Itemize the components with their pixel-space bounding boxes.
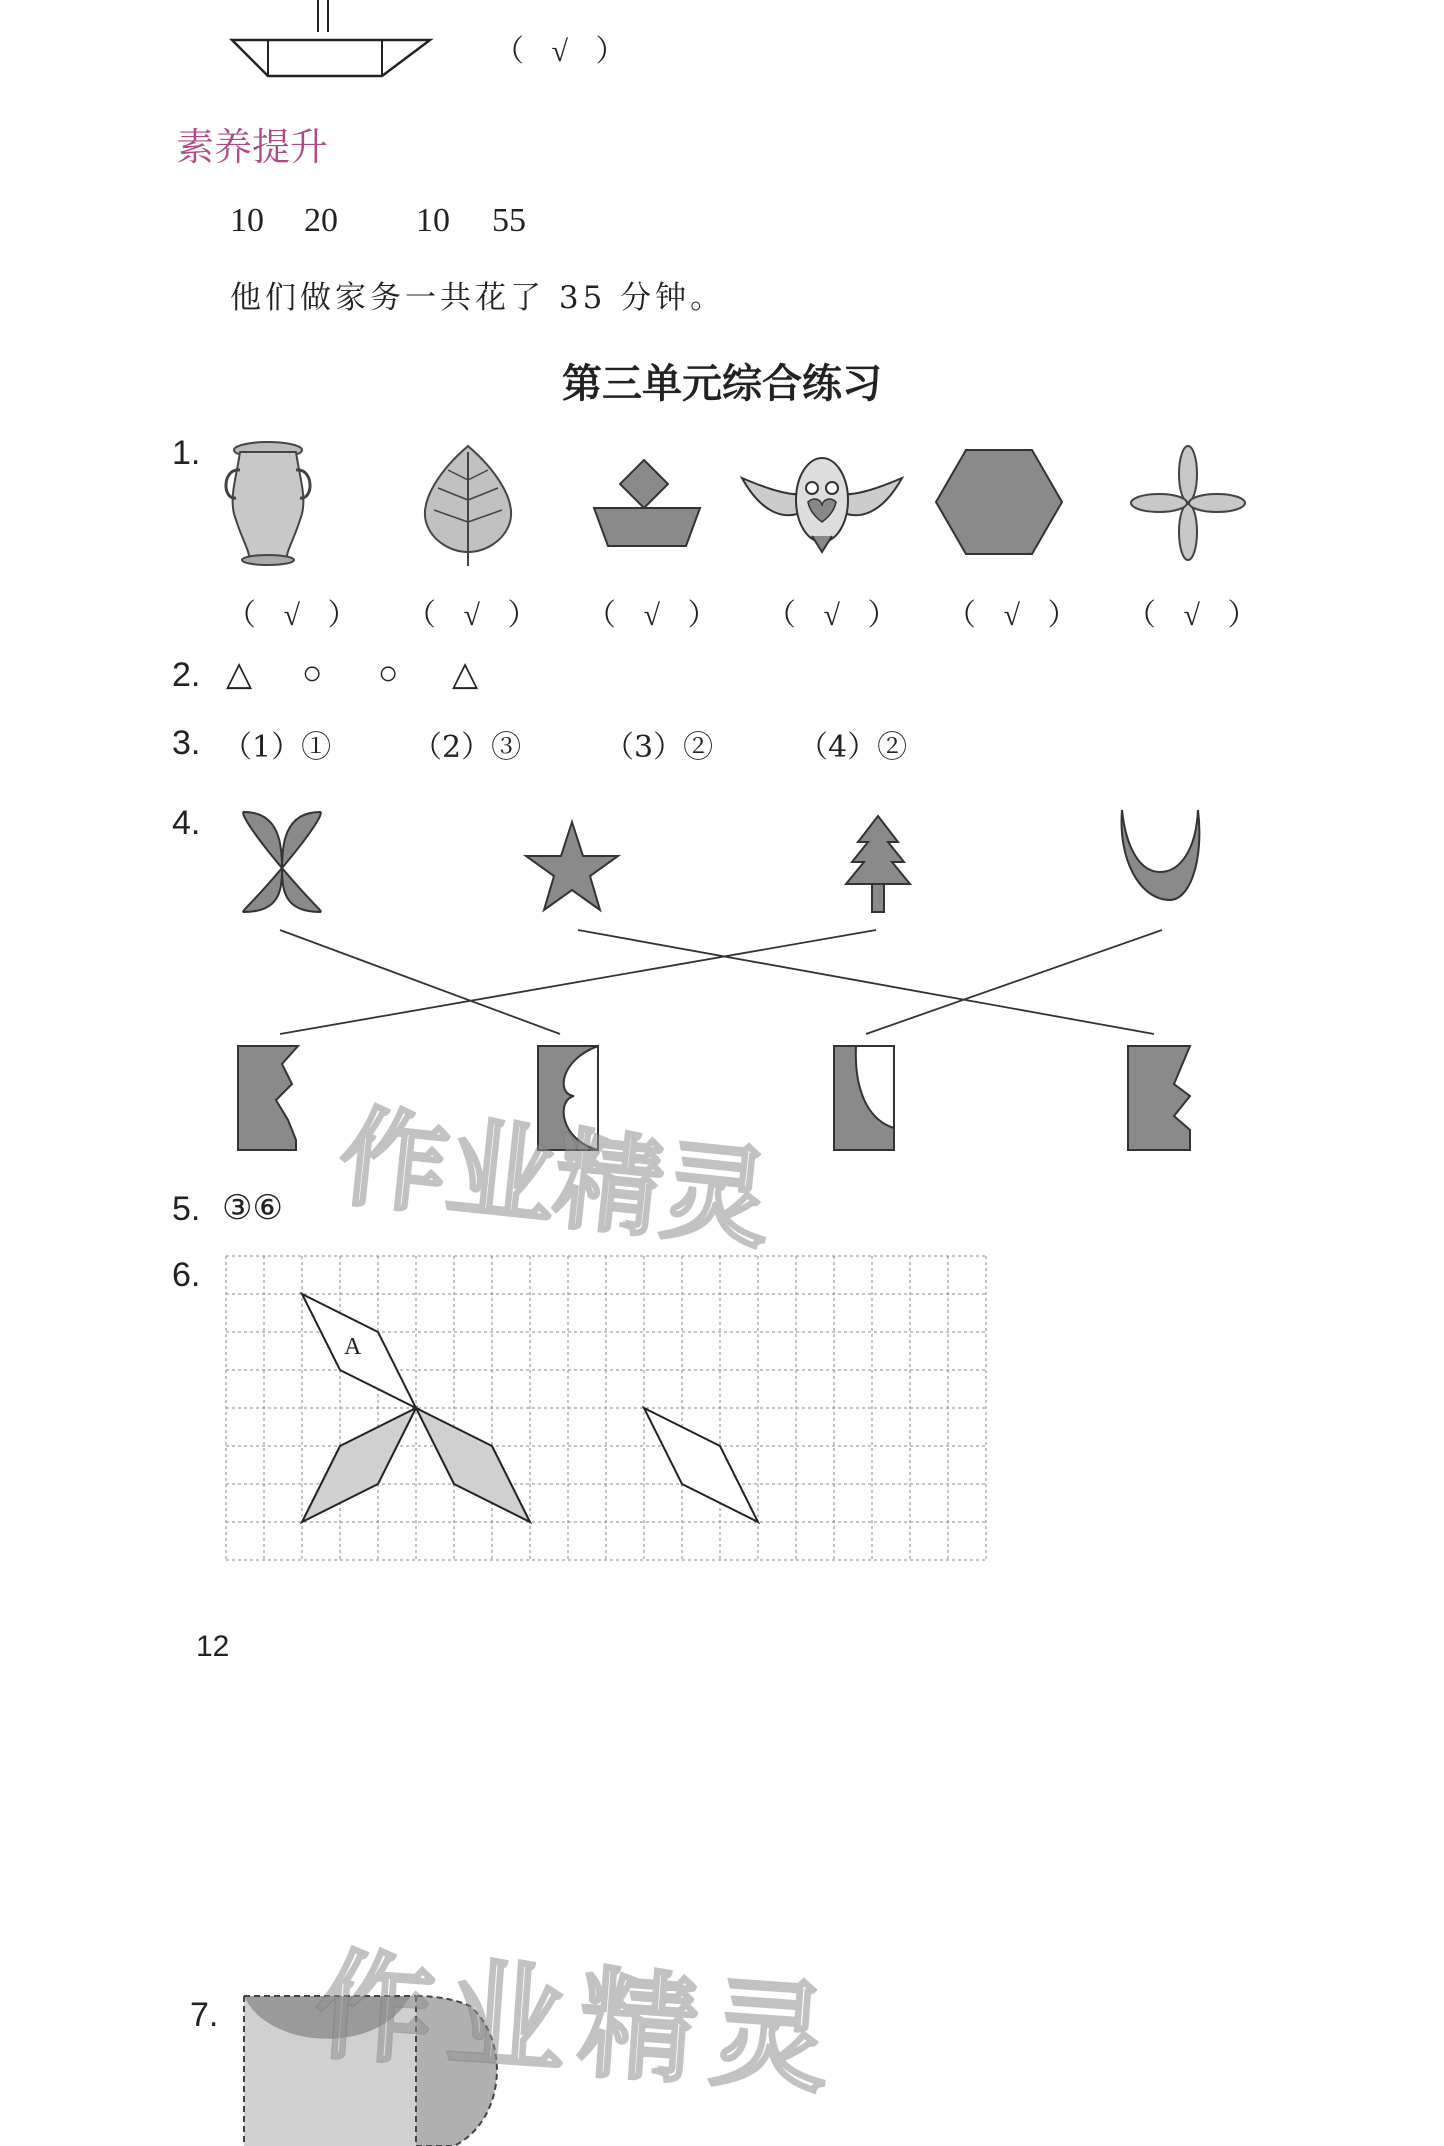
q1-answer-4: （ √ ） xyxy=(766,599,908,632)
q7-label: 7. xyxy=(190,1996,219,2034)
q2-symbol-1: △ xyxy=(226,655,253,693)
q1-answer-5: （ √ ） xyxy=(946,599,1088,632)
q2-symbol-2: ○ xyxy=(302,654,323,692)
q5-answer: ③⑥ xyxy=(222,1188,283,1228)
q1-answer-2: （ √ ） xyxy=(406,599,548,632)
q1-answer-1: （ √ ） xyxy=(226,599,368,632)
q3-answer-3: （3）② xyxy=(604,730,714,765)
watermark-2: 作业精灵 xyxy=(311,1935,848,2111)
q1-answer-6: （ √ ） xyxy=(1126,599,1268,632)
q3-answer-1: （1）① xyxy=(222,730,332,765)
page-number: 12 xyxy=(196,1630,230,1663)
q4-label: 4. xyxy=(172,804,201,842)
watermark-1: 作业精灵 xyxy=(333,1094,777,1265)
shape-label-a: A xyxy=(344,1334,362,1360)
q3-label: 3. xyxy=(172,724,201,762)
q5-label: 5. xyxy=(172,1190,201,1228)
q2-symbol-3: ○ xyxy=(378,654,399,692)
enrich-number-2: 20 xyxy=(304,202,338,239)
q1-answer-3: （ √ ） xyxy=(586,599,728,632)
q2-label: 2. xyxy=(172,656,201,694)
q1-label: 1. xyxy=(172,434,201,472)
unit-title: 第三单元综合练习 xyxy=(562,360,882,407)
enrich-number-3: 10 xyxy=(416,202,450,239)
q3-answer-4: （4）② xyxy=(798,730,908,765)
enrich-sentence: 他们做家务一共花了 35 分钟。 xyxy=(230,280,726,316)
q6-label: 6. xyxy=(172,1256,201,1294)
section-heading: 素养提升 xyxy=(176,125,329,169)
enrich-number-4: 55 xyxy=(492,202,526,239)
enrich-number-1: 10 xyxy=(230,202,264,239)
top-answer: （ √ ） xyxy=(494,35,636,68)
q3-answer-2: （2）③ xyxy=(412,730,522,765)
q2-symbol-4: △ xyxy=(452,655,479,693)
